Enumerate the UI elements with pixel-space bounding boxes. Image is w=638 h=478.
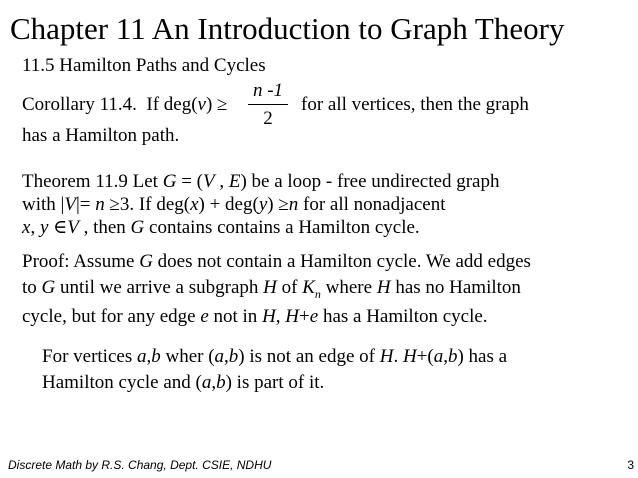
corollary-geq: ) ≥ [205, 94, 228, 115]
footer-credit: Discrete Math by R.S. Chang, Dept. CSIE, NDHU [8, 458, 272, 472]
corollary-rest: for all vertices, then the graph [301, 94, 529, 115]
section-heading: 11.5 Hamilton Paths and Cycles [22, 55, 266, 76]
corollary-if: If deg( [146, 94, 198, 115]
corollary-var-v: v [197, 94, 206, 115]
note-line-1: For vertices a,b wher (a,b) is not an edge of H. H+(a,b) has a [42, 346, 508, 367]
note-line-2: Hamilton cycle and (a,b) is part of it. [42, 372, 325, 393]
fraction-numerator: n -1 [252, 80, 284, 101]
theorem-line-1: Theorem 11.9 Let G = (V , E) be a loop - free undirected graph [22, 171, 500, 192]
page-number: 3 [627, 458, 634, 472]
fraction-bar [248, 104, 288, 105]
fraction-denominator: 2 [263, 108, 273, 129]
theorem-line-3: x, y ∈V , then G contains contains a Hamilton cycle. [22, 217, 420, 238]
proof-line-2: to G until we arrive a subgraph H of $K_n$ where H has no Hamilton [22, 277, 521, 301]
proof-line-3: cycle, but for any edge e not in H, H+e has a Hamilton cycle. [22, 306, 488, 327]
corollary-line-1 [22, 93, 228, 117]
corollary-line-2: has a Hamilton path. [22, 125, 180, 146]
theorem-line-2: with |V|= n ≥3. If deg(x) + deg(y) ≥n for all nonadjacent [22, 194, 446, 215]
corollary-label: Corollary 11.4. [22, 94, 137, 115]
slide-title: Chapter 11 An Introduction to Graph Theory [10, 11, 565, 46]
proof-line-1: Proof: Assume G does not contain a Hamilton cycle. We add edges [22, 251, 531, 272]
